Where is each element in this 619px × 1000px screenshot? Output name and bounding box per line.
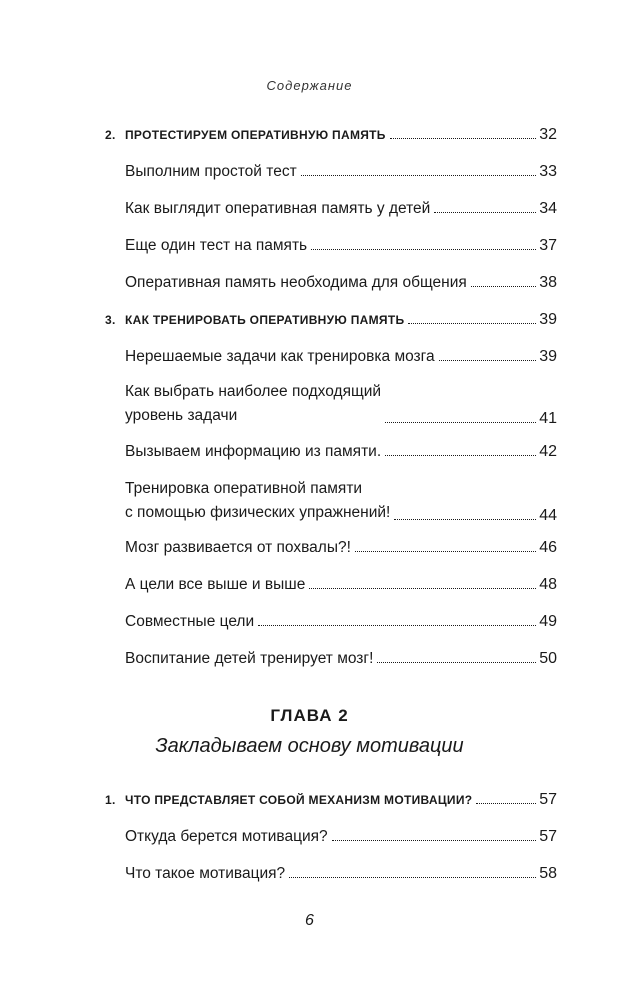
- entry-title: Как выглядит оперативная память у детей: [125, 200, 431, 217]
- entry-title-line: уровень задачи: [125, 407, 238, 424]
- toc-entry[interactable]: [105, 576, 557, 594]
- leader-dots: [377, 662, 536, 663]
- entry-title-line: Как выбрать наиболее подходящий: [125, 383, 382, 400]
- section-number: 1.: [105, 793, 116, 807]
- leader-dots: [394, 519, 536, 520]
- page-number: 58: [539, 865, 557, 882]
- toc-entry[interactable]: [105, 163, 557, 181]
- entry-title: А цели все выше и выше: [125, 576, 306, 593]
- entry-title: ЧТО ПРЕДСТАВЛЯЕТ СОБОЙ МЕХАНИЗМ МОТИВАЦИИ?: [125, 793, 473, 807]
- leader-dots: [471, 286, 536, 287]
- entry-title: Выполним простой тест: [125, 163, 297, 180]
- page-folio: 6: [305, 912, 314, 929]
- page-number: 39: [539, 311, 557, 328]
- entry-title: ПРОТЕСТИРУЕМ ОПЕРАТИВНУЮ ПАМЯТЬ: [125, 128, 386, 142]
- toc-entry[interactable]: [105, 200, 557, 218]
- page-number: 48: [539, 576, 557, 593]
- chapter-label: ГЛАВА 2: [270, 706, 349, 725]
- entry-title: Совместные цели: [125, 613, 255, 630]
- entry-title: Вызываем информацию из памяти.: [125, 443, 382, 460]
- leader-dots: [390, 138, 536, 139]
- leader-dots: [408, 323, 536, 324]
- toc-entry[interactable]: [105, 828, 557, 846]
- leader-dots: [332, 840, 537, 841]
- entry-title: Оперативная память необходима для общения: [125, 274, 467, 291]
- page-number: 39: [539, 348, 557, 365]
- entry-title: Откуда берется мотивация?: [125, 828, 328, 845]
- chapter-title: Закладываем основу мотивации: [155, 735, 464, 757]
- page-number: 50: [539, 650, 557, 667]
- toc-entry[interactable]: [105, 650, 557, 668]
- toc-entry[interactable]: [105, 613, 557, 631]
- leader-dots: [289, 877, 536, 878]
- leader-dots: [309, 588, 536, 589]
- page-number: 57: [539, 791, 557, 808]
- toc-entry[interactable]: [105, 348, 557, 366]
- entry-title: [125, 380, 381, 428]
- toc-entry[interactable]: [105, 477, 557, 525]
- entry-title: Нерешаемые задачи как тренировка мозга: [125, 348, 435, 365]
- leader-dots: [311, 249, 536, 250]
- leader-dots: [355, 551, 536, 552]
- page-number: 42: [539, 443, 557, 460]
- toc-section-entry[interactable]: [105, 311, 557, 329]
- entry-title: Воспитание детей тренирует мозг!: [125, 650, 374, 667]
- page-number: 44: [539, 507, 557, 524]
- page-number: 33: [539, 163, 557, 180]
- leader-dots: [258, 625, 536, 626]
- entry-title: [125, 477, 390, 525]
- leader-dots: [385, 422, 536, 423]
- entry-title-line: с помощью физических упражнений!: [125, 504, 391, 521]
- leader-dots: [476, 803, 536, 804]
- toc-section-entry[interactable]: [105, 126, 557, 144]
- toc-entry[interactable]: [105, 443, 557, 461]
- running-head: Содержание: [266, 78, 353, 93]
- page-number: 34: [539, 200, 557, 217]
- leader-dots: [439, 360, 537, 361]
- section-number: 3.: [105, 313, 116, 327]
- leader-dots: [385, 455, 536, 456]
- entry-title: Что такое мотивация?: [125, 865, 286, 882]
- page-number: 57: [539, 828, 557, 845]
- toc-entry[interactable]: [105, 539, 557, 557]
- page-number: 46: [539, 539, 557, 556]
- toc-entry[interactable]: [105, 865, 557, 883]
- toc-entry[interactable]: [105, 237, 557, 255]
- entry-title: Мозг развивается от похвалы?!: [125, 539, 351, 556]
- page-number: 38: [539, 274, 557, 291]
- toc-section-entry[interactable]: [105, 791, 557, 809]
- page-number: 49: [539, 613, 557, 630]
- toc-entry[interactable]: [105, 274, 557, 292]
- leader-dots: [301, 175, 537, 176]
- page-number: 37: [539, 237, 557, 254]
- page-number: 41: [539, 410, 557, 427]
- entry-title-line: Тренировка оперативной памяти: [125, 480, 363, 497]
- toc-entry[interactable]: [105, 380, 557, 428]
- page-number: 32: [539, 126, 557, 143]
- leader-dots: [434, 212, 536, 213]
- section-number: 2.: [105, 128, 116, 142]
- entry-title: Еще один тест на память: [125, 237, 308, 254]
- entry-title: КАК ТРЕНИРОВАТЬ ОПЕРАТИВНУЮ ПАМЯТЬ: [125, 313, 405, 327]
